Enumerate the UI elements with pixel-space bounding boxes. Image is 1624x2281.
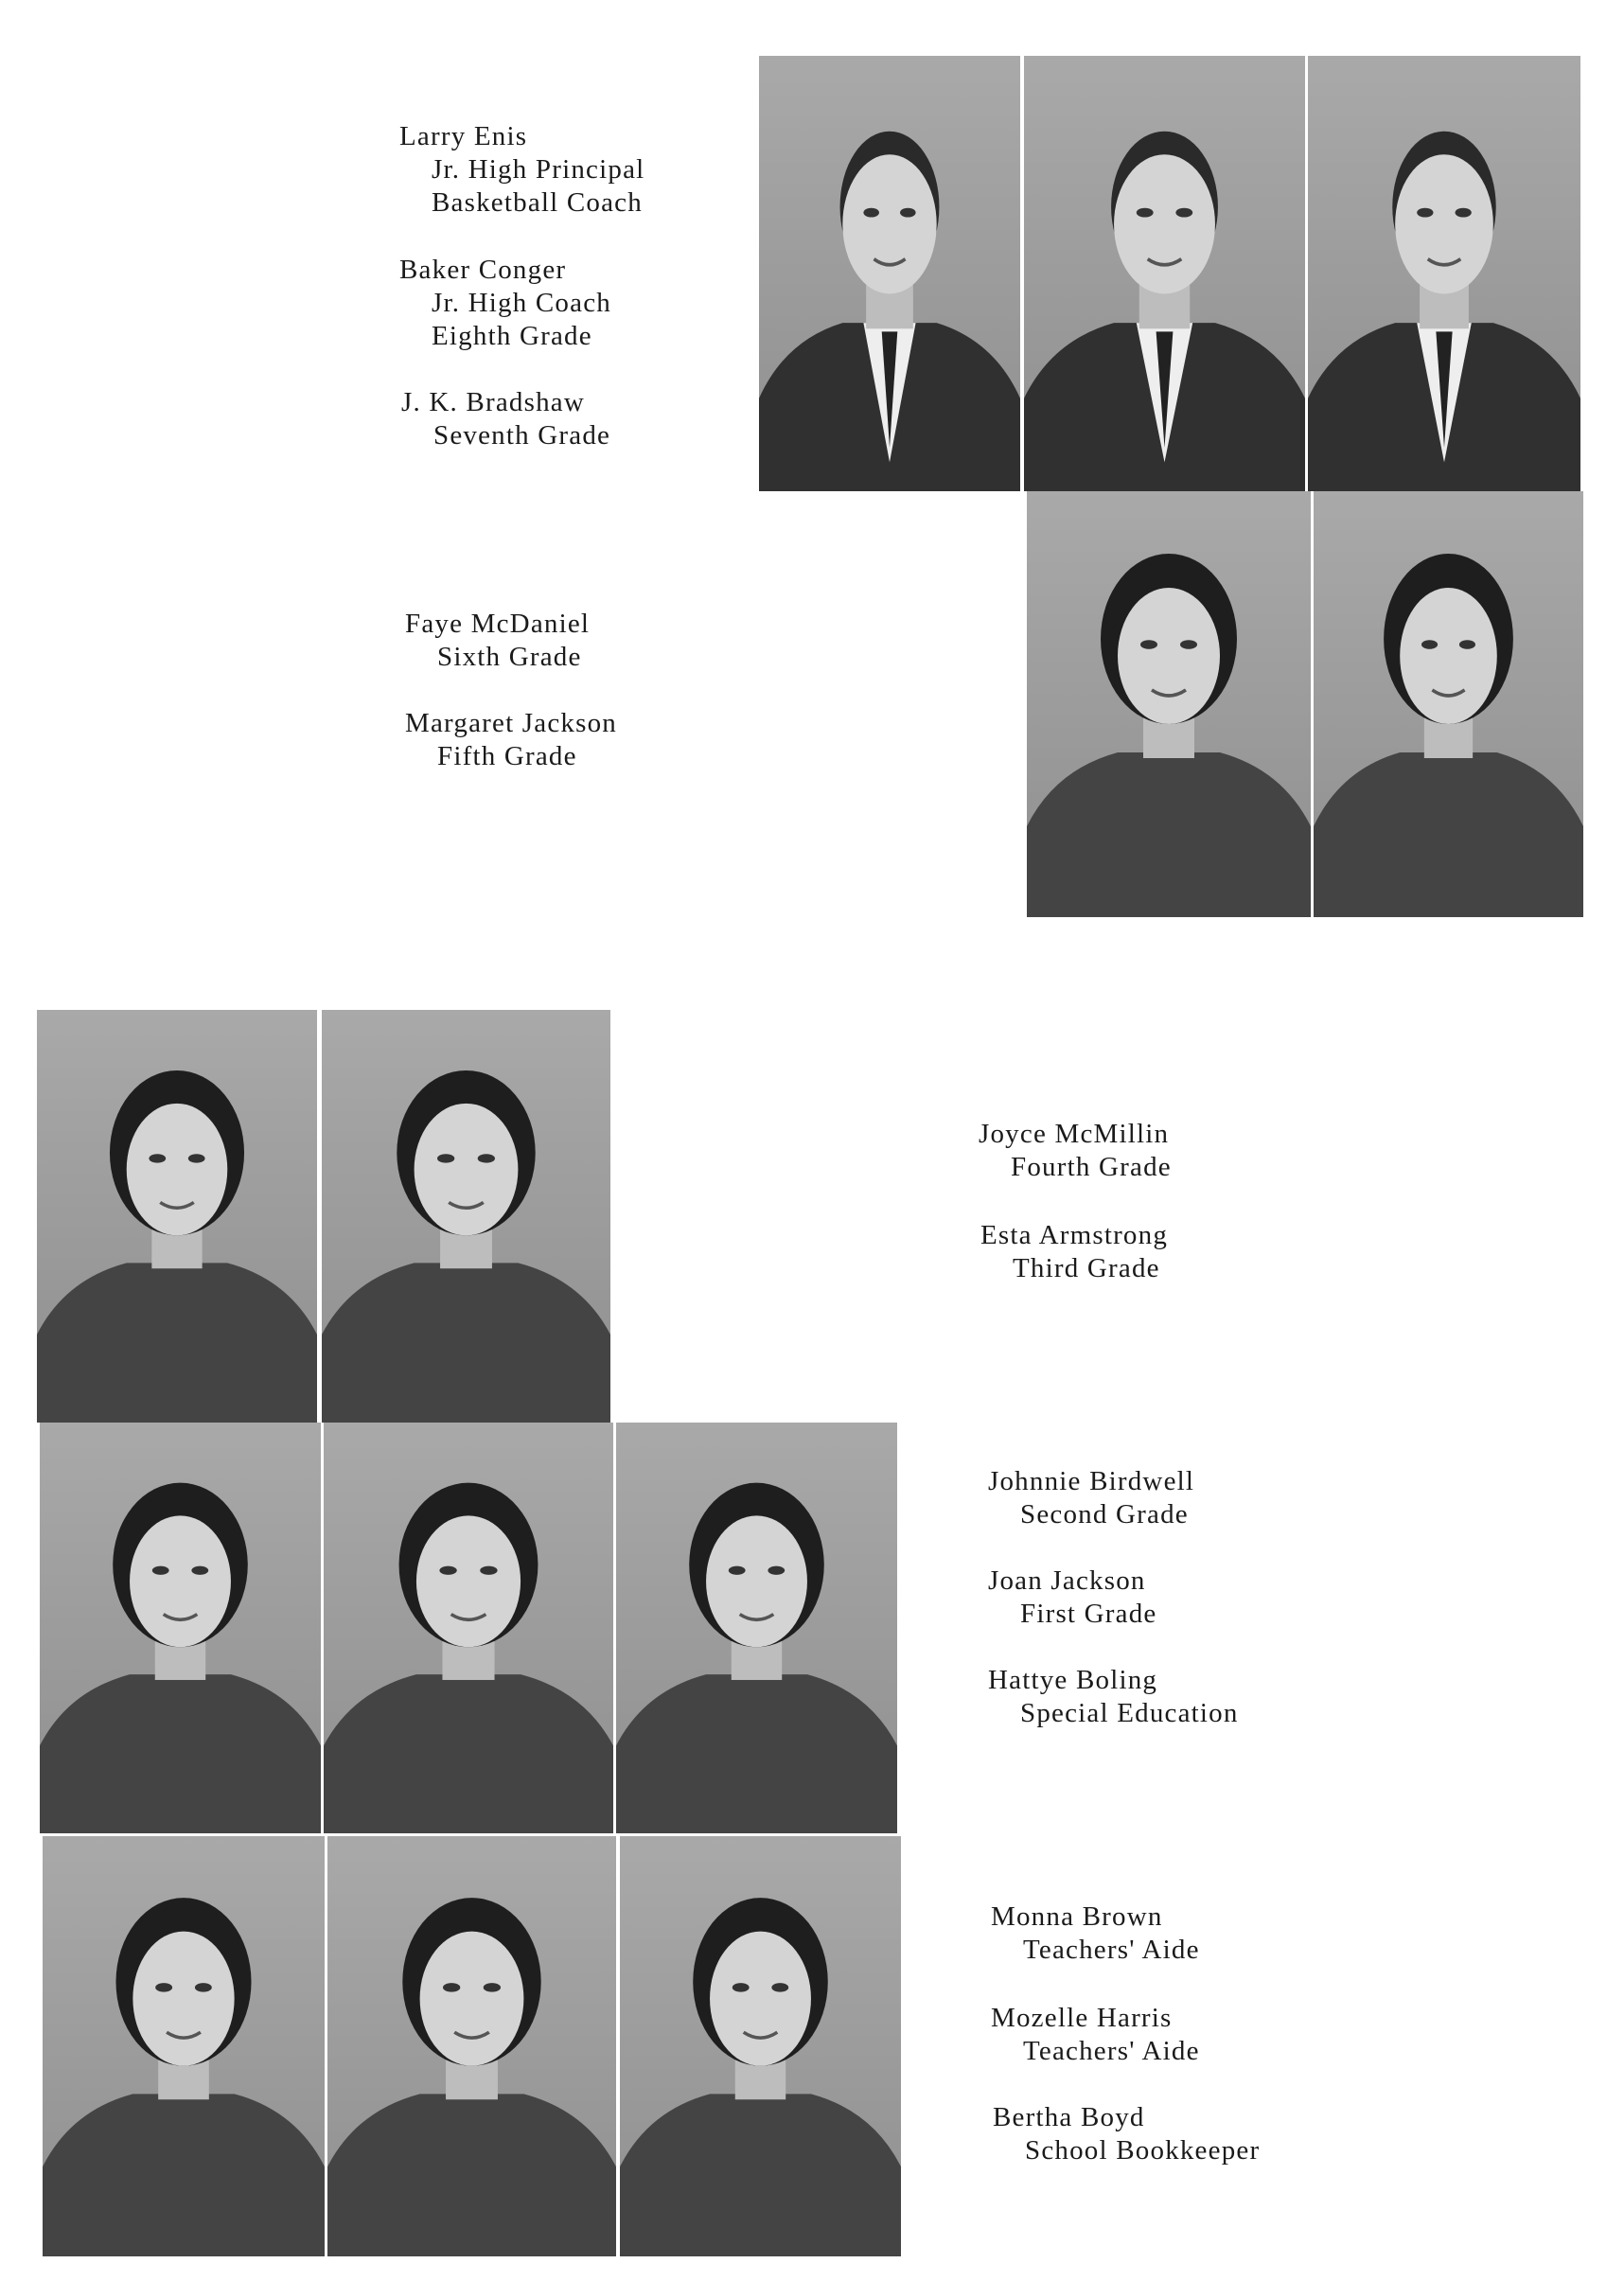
- staff-role: Teachers' Aide: [1023, 1935, 1200, 1965]
- staff-name: Baker Conger: [399, 255, 567, 285]
- staff-name: Johnnie Birdwell: [988, 1466, 1195, 1496]
- staff-name: Mozelle Harris: [991, 2003, 1173, 2033]
- staff-caption: [988, 1565, 1156, 1631]
- portrait-photo: [1314, 491, 1583, 917]
- staff-caption: [405, 608, 590, 674]
- staff-name: Larry Enis: [399, 121, 528, 151]
- staff-name: Esta Armstrong: [980, 1220, 1169, 1250]
- staff-name: Joan Jackson: [988, 1565, 1146, 1596]
- staff-role: Second Grade: [1020, 1499, 1189, 1530]
- staff-caption: [405, 707, 617, 773]
- staff-caption: [399, 120, 644, 220]
- staff-caption: [993, 2101, 1260, 2167]
- staff-name: Margaret Jackson: [405, 708, 618, 738]
- staff-caption: [979, 1118, 1172, 1184]
- staff-role: School Bookkeeper: [1025, 2135, 1261, 2166]
- portrait-photo: [1027, 491, 1311, 917]
- staff-role: Jr. High Coach: [432, 288, 611, 318]
- staff-name: Faye McDaniel: [405, 609, 591, 639]
- staff-name: Monna Brown: [991, 1901, 1163, 1932]
- staff-role: Sixth Grade: [437, 642, 582, 672]
- portrait-photo: [40, 1423, 321, 1833]
- staff-role: Eighth Grade: [432, 321, 592, 351]
- staff-caption: [401, 386, 610, 452]
- staff-name: Hattye Boling: [988, 1665, 1158, 1695]
- staff-role: Jr. High Principal: [432, 154, 645, 185]
- staff-role: Third Grade: [1013, 1253, 1160, 1283]
- portrait-photo: [37, 1010, 317, 1423]
- portrait-photo: [327, 1836, 616, 2256]
- staff-role: Fifth Grade: [437, 741, 577, 771]
- staff-role: Seventh Grade: [433, 420, 611, 451]
- staff-caption: [988, 1664, 1239, 1730]
- portrait-photo: [322, 1010, 610, 1423]
- portrait-photo: [1308, 56, 1580, 491]
- portrait-photo: [616, 1423, 897, 1833]
- staff-role: First Grade: [1020, 1599, 1157, 1629]
- staff-role: Teachers' Aide: [1023, 2036, 1200, 2066]
- staff-caption: [988, 1465, 1194, 1531]
- staff-caption: [991, 1901, 1200, 1967]
- portrait-photo: [759, 56, 1020, 491]
- portrait-photo: [43, 1836, 325, 2256]
- staff-name: Joyce McMillin: [979, 1119, 1170, 1149]
- staff-caption: [980, 1219, 1168, 1285]
- staff-name: J. K. Bradshaw: [401, 387, 586, 417]
- portrait-photo: [1024, 56, 1305, 491]
- staff-role: Special Education: [1020, 1698, 1239, 1728]
- staff-caption: [399, 254, 611, 353]
- portrait-photo: [324, 1423, 613, 1833]
- staff-name: Bertha Boyd: [993, 2102, 1145, 2132]
- staff-role: Basketball Coach: [432, 187, 643, 218]
- portrait-photo: [620, 1836, 901, 2256]
- staff-role: Fourth Grade: [1011, 1152, 1172, 1182]
- staff-caption: [991, 2002, 1200, 2068]
